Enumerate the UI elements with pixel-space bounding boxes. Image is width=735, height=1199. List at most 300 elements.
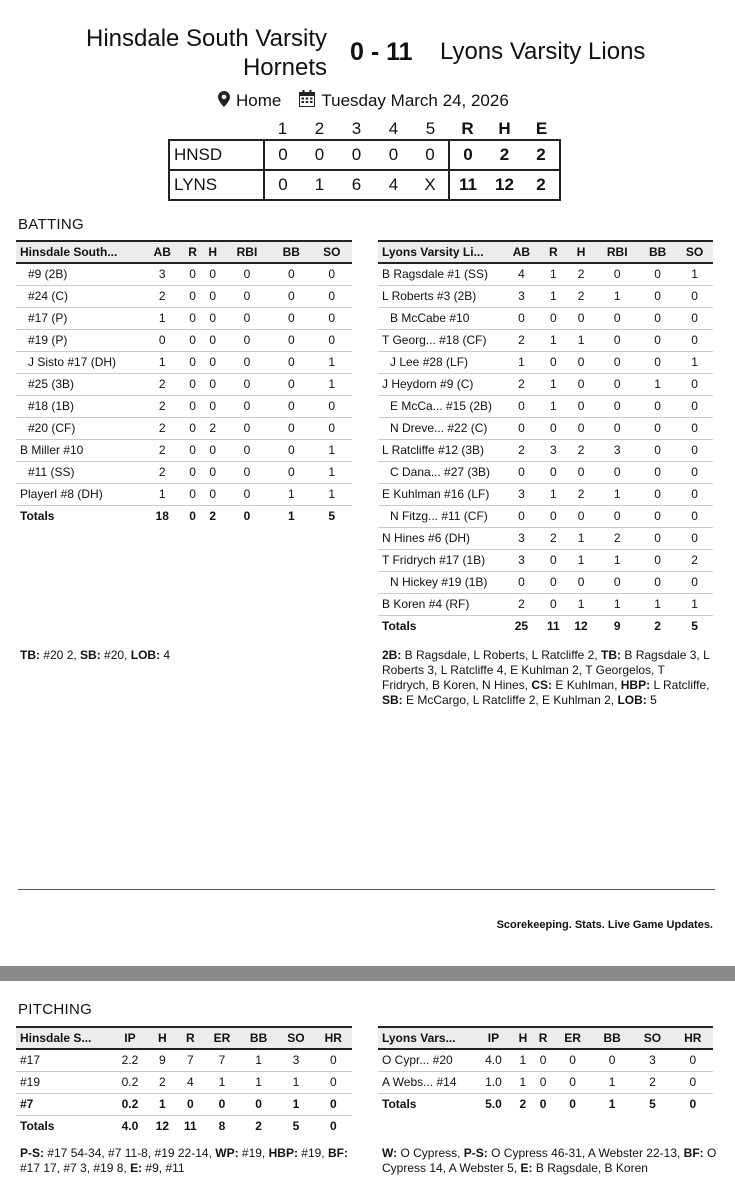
stat-cell: 0 (204, 1093, 240, 1115)
stat-cell: 0 (271, 373, 311, 395)
note-label: E: (130, 1161, 143, 1175)
stat-cell: 0 (540, 351, 567, 373)
stat-cell: 2 (142, 395, 182, 417)
stat-column-header: R (182, 241, 202, 263)
stat-cell: 1 (513, 1071, 533, 1093)
stat-cell: 0 (240, 1093, 277, 1115)
stat-cell: 2 (567, 285, 595, 307)
note-label: WP: (215, 1146, 239, 1160)
note-label: BF: (683, 1146, 704, 1160)
note-text: #17 17, #7 3, #19 8, (20, 1161, 131, 1175)
stat-cell: 0 (673, 1049, 713, 1071)
stat-column-header: SO (277, 1027, 314, 1049)
section-divider (18, 889, 715, 890)
stat-column-header: ER (553, 1027, 592, 1049)
stat-cell: 0 (676, 505, 713, 527)
total-cell: 4.0 (121, 1119, 139, 1134)
stat-column-header: H (513, 1027, 533, 1049)
stat-cell: 4.0 (474, 1049, 513, 1071)
stat-cell: 0 (639, 505, 676, 527)
hits-total: 2 (486, 140, 523, 170)
stat-cell: 0 (676, 461, 713, 483)
stat-cell: 0 (567, 417, 595, 439)
inning-header: 3 (351, 118, 362, 138)
stat-cell: 1 (240, 1071, 277, 1093)
stat-cell: 0 (595, 505, 639, 527)
stat-cell: 1 (592, 1071, 632, 1093)
player-row (16, 395, 352, 417)
home-team-line2: Hornets (242, 54, 327, 81)
stat-cell: 3 (277, 1049, 314, 1071)
stat-cell: 0 (639, 285, 676, 307)
total-cell: 5 (328, 509, 336, 524)
stat-cell: 1 (312, 461, 352, 483)
stat-cell: 0 (203, 285, 223, 307)
stat-cell: 0 (223, 263, 271, 285)
game-info (218, 90, 509, 112)
location-pin-icon (218, 91, 230, 112)
inning-score: 0 (412, 140, 449, 170)
totals-label: Totals (382, 1097, 417, 1112)
player-row (16, 461, 352, 483)
note-label: W: (382, 1146, 398, 1160)
stat-cell: 0 (223, 461, 271, 483)
total-cell: 18 (155, 509, 169, 524)
note-text: B Ragsdale 3, L Roberts 3, L Ratcliffe 4, E Kuhlman 2, T Georgelos, T Fridrych, B Koren, N Hines, (382, 648, 710, 692)
stat-cell: 0 (639, 395, 676, 417)
stat-cell: 1 (204, 1071, 240, 1093)
stat-cell: 0 (271, 351, 311, 373)
note-label: TB: (601, 648, 622, 662)
stat-cell: 0 (223, 417, 271, 439)
stat-column-header: SO (632, 1027, 672, 1049)
player-row (16, 417, 352, 439)
gray-band (0, 966, 735, 981)
player-row (378, 571, 713, 593)
total-cell: 11 (184, 1119, 197, 1134)
player-name: #7 (16, 1093, 112, 1115)
errors-total: 2 (523, 140, 560, 170)
player-row (378, 263, 713, 285)
runs-total: 11 (449, 170, 486, 200)
team-abbrev: HNSD (169, 140, 264, 170)
pitching-notes-away (382, 1146, 717, 1176)
stat-cell: 4 (503, 263, 540, 285)
player-row (378, 417, 713, 439)
linescore-table (168, 118, 561, 201)
stat-cell: 3 (503, 527, 540, 549)
stat-cell: 0 (315, 1071, 352, 1093)
player-name: T Fridrych #17 (1B) (378, 549, 503, 571)
stat-cell: 0.2 (112, 1093, 148, 1115)
stat-cell: 0 (182, 395, 202, 417)
stat-cell: 1 (567, 527, 595, 549)
stat-cell: 0 (271, 263, 311, 285)
player-name: #17 (P) (16, 307, 142, 329)
pitching-table-home (16, 1026, 352, 1137)
stat-column-header: BB (240, 1027, 277, 1049)
stat-cell: 0 (312, 307, 352, 329)
team-column-header: Hinsdale South... (16, 241, 142, 263)
player-name: L Roberts #3 (2B) (378, 285, 503, 307)
stat-column-header: R (540, 241, 567, 263)
inning-score: X (412, 170, 449, 200)
stat-cell: 3 (142, 263, 182, 285)
note-label: P-S: (20, 1146, 44, 1160)
stat-cell: 0 (223, 439, 271, 461)
stat-cell: 0 (503, 307, 540, 329)
note-text: 4 (160, 648, 171, 662)
stat-cell: 0 (142, 329, 182, 351)
player-row (16, 373, 352, 395)
player-name: N Dreve... #22 (C) (378, 417, 503, 439)
stat-cell: 0 (182, 351, 202, 373)
home-team-line1: Hinsdale South Varsity (85, 25, 327, 52)
total-cell: 12 (155, 1119, 169, 1134)
stat-cell: 4 (177, 1071, 204, 1093)
game-header (0, 18, 735, 88)
stat-cell: 0 (673, 1071, 713, 1093)
stat-cell: 0 (540, 461, 567, 483)
total-cell: 5.0 (485, 1097, 502, 1112)
inning-score: 6 (338, 170, 375, 200)
stat-cell: 0 (203, 461, 223, 483)
batting-notes-away (382, 648, 712, 708)
stat-cell: 0 (676, 307, 713, 329)
stat-column-header: SO (676, 241, 713, 263)
stat-cell: 0 (595, 329, 639, 351)
stat-cell: 7 (177, 1049, 204, 1071)
stat-cell: 1 (639, 593, 676, 615)
stat-cell: 1 (540, 483, 567, 505)
stat-cell: 0 (203, 263, 223, 285)
total-cell: 5 (649, 1097, 656, 1112)
stat-cell: 0 (639, 527, 676, 549)
note-text: 5 (646, 693, 657, 707)
inning-score: 0 (264, 140, 301, 170)
pitching-notes-home (20, 1146, 350, 1176)
stat-cell: 0 (503, 571, 540, 593)
stat-cell: 0 (595, 571, 639, 593)
note-label: HBP: (620, 678, 651, 692)
stats-header-row (378, 241, 713, 263)
player-row (16, 1093, 352, 1115)
inning-header: 1 (277, 118, 288, 138)
hits-total: 12 (486, 170, 523, 200)
total-cell: 5 (691, 619, 698, 634)
errors-total: 2 (523, 170, 560, 200)
stat-cell: 2 (503, 593, 540, 615)
inning-score: 0 (264, 170, 301, 200)
stat-cell: 1 (540, 329, 567, 351)
final-score: 0 - 11 (350, 38, 413, 66)
player-name: #19 (P) (16, 329, 142, 351)
total-cell: 2 (654, 619, 661, 634)
stat-cell: 0 (203, 439, 223, 461)
stat-cell: 1 (312, 483, 352, 505)
total-cell: 25 (514, 619, 529, 634)
player-name: C Dana... #27 (3B) (378, 461, 503, 483)
stat-column-header: BB (639, 241, 676, 263)
total-cell: 11 (547, 619, 560, 634)
pitching-title: PITCHING (18, 1001, 93, 1018)
stat-cell: 1 (513, 1049, 533, 1071)
stat-cell: 2 (595, 527, 639, 549)
stat-cell: 1 (312, 439, 352, 461)
stat-cell: 1 (277, 1093, 314, 1115)
pitching-table-away (378, 1026, 713, 1115)
stat-column-header: RBI (223, 241, 271, 263)
stat-cell: 2 (142, 461, 182, 483)
player-row (16, 1071, 352, 1093)
tagline: Scorekeeping. Stats. Live Game Updates. (496, 919, 713, 931)
total-cell: 2 (209, 509, 217, 524)
inning-header: 5 (425, 118, 436, 138)
player-row (16, 329, 352, 351)
stat-column-header: BB (271, 241, 311, 263)
stat-cell: 0 (271, 307, 311, 329)
stat-cell: 0 (567, 505, 595, 527)
stat-column-header: IP (112, 1027, 148, 1049)
stat-cell: 0 (503, 505, 540, 527)
stat-column-header: IP (474, 1027, 513, 1049)
note-label: TB: (20, 648, 40, 662)
player-name: #24 (C) (16, 285, 142, 307)
inning-score: 1 (301, 170, 338, 200)
stat-cell: 0 (533, 1071, 553, 1093)
batting-title: BATTING (18, 216, 84, 233)
inning-header: 2 (314, 118, 325, 138)
player-name: T Georg... #18 (CF) (378, 329, 503, 351)
player-name: L Ratcliffe #12 (3B) (378, 439, 503, 461)
stat-cell: 0 (567, 571, 595, 593)
stat-cell: 0 (203, 483, 223, 505)
stat-cell: 0 (271, 461, 311, 483)
player-row (378, 329, 713, 351)
stat-cell: 1 (595, 483, 639, 505)
player-name: #25 (3B) (16, 373, 142, 395)
stat-cell: 0 (639, 263, 676, 285)
note-text: #20 2, (40, 648, 81, 662)
totals-row (378, 1093, 713, 1115)
stat-cell: 3 (632, 1049, 672, 1071)
player-name: #19 (16, 1071, 112, 1093)
stat-cell: 0.2 (112, 1071, 148, 1093)
total-cell: 0 (539, 1097, 547, 1112)
note-text: #17 54-34, #7 11-8, #19 22-14, (44, 1146, 216, 1160)
stat-cell: 1 (595, 593, 639, 615)
stat-cell: 0 (223, 307, 271, 329)
stat-cell: 1 (540, 395, 567, 417)
stat-cell: 0 (676, 329, 713, 351)
stat-cell: 1 (676, 593, 713, 615)
stat-cell: 0 (595, 307, 639, 329)
hits-header: H (498, 118, 511, 138)
stat-cell: 0 (223, 351, 271, 373)
stat-cell: 0 (312, 417, 352, 439)
stat-cell: 2 (503, 329, 540, 351)
player-name: J Heydorn #9 (C) (378, 373, 503, 395)
player-row (16, 439, 352, 461)
player-name: #20 (CF) (16, 417, 142, 439)
stat-cell: 0 (182, 263, 202, 285)
player-name: B Miller #10 (16, 439, 142, 461)
runs-total: 0 (449, 140, 486, 170)
team-column-header: Lyons Vars... (378, 1027, 474, 1049)
home-team-name (86, 24, 327, 82)
stat-cell: 2 (567, 483, 595, 505)
player-name: J Lee #28 (LF) (378, 351, 503, 373)
stat-cell: 3 (503, 285, 540, 307)
linescore-row-home (169, 140, 560, 170)
player-row (378, 439, 713, 461)
linescore-row-away (169, 170, 560, 200)
stat-column-header: ER (204, 1027, 240, 1049)
stats-header-row (16, 241, 352, 263)
player-row (378, 527, 713, 549)
player-row (16, 1049, 352, 1071)
stat-cell: 3 (503, 483, 540, 505)
stat-cell: 0 (182, 483, 202, 505)
stat-cell: 2.2 (112, 1049, 148, 1071)
stat-cell: 0 (271, 395, 311, 417)
player-name: #9 (2B) (16, 263, 142, 285)
stat-cell: 0 (567, 351, 595, 373)
stat-cell: 9 (148, 1049, 177, 1071)
player-name: O Cypr... #20 (378, 1049, 474, 1071)
stat-cell: 2 (142, 417, 182, 439)
stat-cell: 0 (676, 285, 713, 307)
player-row (16, 263, 352, 285)
player-name: #17 (16, 1049, 112, 1071)
note-label: LOB: (617, 693, 647, 707)
note-label: CS: (531, 678, 553, 692)
stat-cell: 1 (312, 351, 352, 373)
stat-cell: 0 (271, 285, 311, 307)
stat-cell: 0 (567, 461, 595, 483)
stat-cell: 1 (567, 549, 595, 571)
player-row (16, 351, 352, 373)
stat-cell: 2 (142, 285, 182, 307)
location-label: Home (236, 91, 282, 110)
stat-cell: 0 (639, 351, 676, 373)
runs-header: R (461, 118, 474, 138)
player-row (378, 373, 713, 395)
note-text: #19, (238, 1146, 269, 1160)
stat-cell: 0 (540, 571, 567, 593)
player-row (16, 285, 352, 307)
stat-cell: 0 (639, 417, 676, 439)
note-text: O Cypress, (397, 1146, 464, 1160)
note-text: B Ragsdale, B Koren (532, 1161, 648, 1175)
stat-cell: 0 (312, 395, 352, 417)
stat-cell: 0 (592, 1049, 632, 1071)
total-cell: 5 (292, 1119, 300, 1134)
note-text: #19, (297, 1146, 328, 1160)
player-row (378, 1049, 713, 1071)
stat-cell: 2 (676, 549, 713, 571)
note-label: 2B: (382, 648, 402, 662)
stat-cell: 0 (567, 395, 595, 417)
note-text: E Kuhlman, (552, 678, 621, 692)
stat-cell: 0 (177, 1093, 204, 1115)
inning-score: 0 (375, 140, 412, 170)
stat-cell: 1 (639, 373, 676, 395)
total-cell: 8 (218, 1119, 226, 1134)
player-name: N Hickey #19 (1B) (378, 571, 503, 593)
stat-cell: 1 (676, 263, 713, 285)
note-label: LOB: (130, 648, 161, 662)
player-name: A Webs... #14 (378, 1071, 474, 1093)
note-label: SB: (80, 648, 101, 662)
team-column-header: Lyons Varsity Li... (378, 241, 503, 263)
totals-label: Totals (20, 1119, 55, 1134)
stat-cell: 1 (148, 1093, 177, 1115)
stat-cell: 1 (312, 373, 352, 395)
stat-cell: 0 (595, 373, 639, 395)
linescore-header-row (169, 118, 560, 140)
stat-cell: 0 (312, 263, 352, 285)
stat-cell: 0 (533, 1049, 553, 1071)
team-abbrev: LYNS (169, 170, 264, 200)
total-cell: 1 (608, 1097, 616, 1112)
stat-cell: 2 (142, 373, 182, 395)
stat-cell: 0 (203, 373, 223, 395)
stat-cell: 0 (203, 307, 223, 329)
totals-label: Totals (20, 509, 55, 524)
stat-cell: 0 (553, 1071, 592, 1093)
stat-cell: 0 (503, 461, 540, 483)
total-cell: 0 (189, 509, 196, 524)
stat-cell: 1 (142, 351, 182, 373)
player-name: B Koren #4 (RF) (378, 593, 503, 615)
batting-table-away (378, 240, 713, 637)
stat-cell: 1 (277, 1071, 314, 1093)
team-column-header: Hinsdale S... (16, 1027, 112, 1049)
inning-score: 0 (338, 140, 375, 170)
stat-cell: 2 (142, 439, 182, 461)
player-name: E Kuhlman #16 (LF) (378, 483, 503, 505)
total-cell: 1 (287, 509, 295, 524)
stat-cell: 0 (315, 1049, 352, 1071)
stat-column-header: RBI (595, 241, 639, 263)
note-text: L Ratcliffe, (650, 678, 710, 692)
stat-cell: 0 (676, 395, 713, 417)
stat-cell: 0 (315, 1093, 352, 1115)
stat-cell: 0 (595, 263, 639, 285)
totals-row (378, 615, 713, 637)
stat-cell: 1 (142, 483, 182, 505)
stat-cell: 2 (503, 439, 540, 461)
player-row (378, 483, 713, 505)
stat-cell: 0 (182, 329, 202, 351)
total-cell: 0 (329, 1119, 337, 1134)
player-row (16, 483, 352, 505)
stat-cell: 0 (676, 439, 713, 461)
game-date: Tuesday March 24, 2026 (321, 91, 509, 110)
player-name: J Sisto #17 (DH) (16, 351, 142, 373)
stat-cell: 0 (676, 417, 713, 439)
stat-cell: 0 (567, 373, 595, 395)
stat-cell: 0 (595, 461, 639, 483)
player-row (378, 505, 713, 527)
total-cell: 0 (689, 1097, 697, 1112)
stat-cell: 0 (676, 571, 713, 593)
stat-column-header: H (567, 241, 595, 263)
player-name: #18 (1B) (16, 395, 142, 417)
stat-cell: 1 (240, 1049, 277, 1071)
stat-cell: 1 (142, 307, 182, 329)
